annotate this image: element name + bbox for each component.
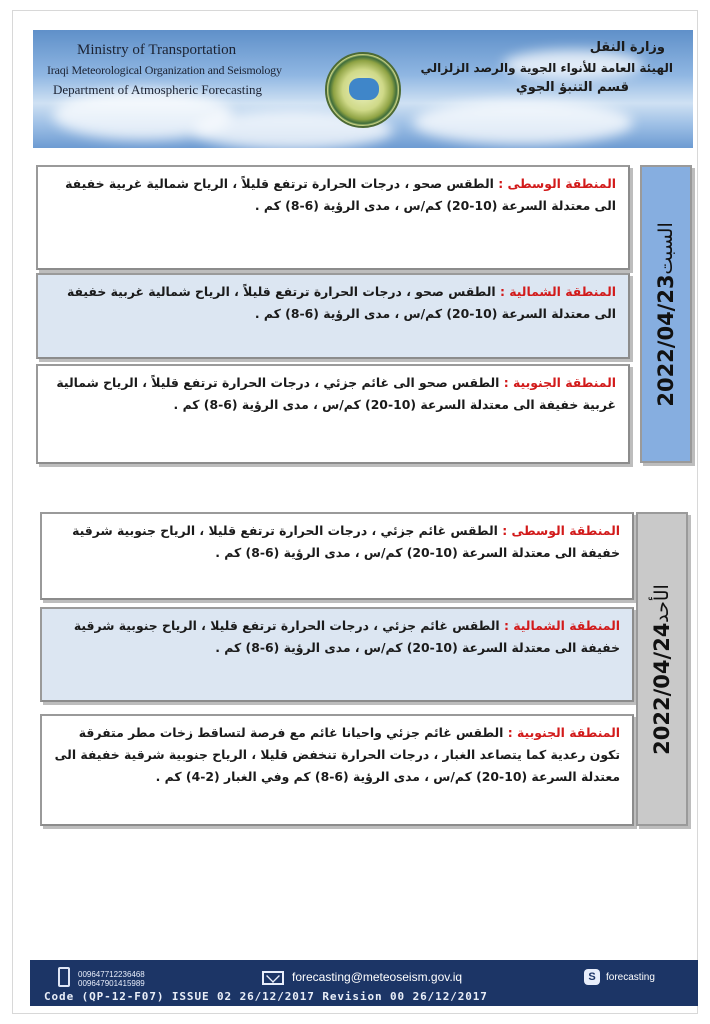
footer-bar xyxy=(30,960,698,1006)
organization-name-ar: الهيئة العامة للأنواء الجوية والرصد الزلزالي xyxy=(420,61,673,75)
header-english xyxy=(47,40,307,100)
day1-central-region xyxy=(36,165,630,270)
department-name-en: Department of Atmospheric Forecasting xyxy=(53,82,263,97)
day2-name: الأحد xyxy=(651,583,673,623)
day1-date: 2022/04/23 xyxy=(654,274,678,407)
day1-date-tab xyxy=(640,165,692,463)
header-arabic xyxy=(413,38,673,98)
day1-northern-region xyxy=(36,273,630,359)
organization-name-en: Iraqi Meteorological Organization and Seismology xyxy=(47,63,282,77)
phone-number-2: 009647901415989 xyxy=(78,979,145,988)
region-name: المنطقة الشمالية : xyxy=(499,284,616,299)
region-name: المنطقة الشمالية : xyxy=(503,618,620,633)
day2-northern-region xyxy=(40,607,634,702)
day2-date-tab xyxy=(636,512,688,826)
phone-icon xyxy=(58,967,70,987)
phone-number-1: 009647712236468 xyxy=(78,970,145,979)
phone-numbers xyxy=(78,970,145,988)
region-forecast: الطقس صحو الى غائم جزئي ، درجات الحرارة ترتفع قليلاً ، الرياح شمالية غربية خفيفة الى معتدلة السرعة (10-20) كم/س ، مدى الرؤية (6-8) كم . xyxy=(56,375,616,412)
organization-logo xyxy=(325,52,401,128)
email-link[interactable]: forecasting@meteoseism.gov.iq xyxy=(292,970,463,984)
header-banner xyxy=(33,30,693,148)
day2-southern-region xyxy=(40,714,634,826)
region-name: المنطقة الوسطى : xyxy=(502,523,620,538)
day2-central-region xyxy=(40,512,634,600)
region-name: المنطقة الوسطى : xyxy=(498,176,616,191)
department-name-ar: قسم التنبؤ الجوي xyxy=(515,80,629,95)
ministry-name-ar: وزارة النقل xyxy=(589,40,665,55)
day1-name: السبت xyxy=(655,221,677,275)
logo-cloud-icon xyxy=(349,78,379,100)
region-forecast: الطقس غائم جزئي ، درجات الحرارة ترتفع قليلا ، الرياح جنوبية شرقية خفيفة الى معتدلة السرعة (10-20) كم/س ، مدى الرؤية (6-8) كم . xyxy=(73,618,620,655)
ministry-name-en: Ministry of Transportation xyxy=(77,42,237,58)
skype-handle: forecasting xyxy=(606,972,655,983)
region-forecast: الطقس غائم جزئي واحيانا غائم مع فرصة لتساقط زخات مطر متفرقة تكون رعدية كما يتصاعد الغبار ، درجات الحرارة تنخفض قليلا ، الرياح جنوبية شرقية خفيفة الى معتدلة السرعة (10-20) كم/س ، مدى الرؤية (6-8) كم وفي الغبار (2-4) كم . xyxy=(54,725,620,784)
day1-southern-region xyxy=(36,364,630,464)
region-forecast: الطقس غائم جزئي ، درجات الحرارة ترتفع قليلا ، الرياح جنوبية شرقية خفيفة الى معتدلة السرعة (10-20) كم/س ، مدى الرؤية (6-8) كم . xyxy=(72,523,620,560)
region-forecast: الطقس صحو ، درجات الحرارة ترتفع قليلاً ، الرياح شمالية غربية خفيفة الى معتدلة السرعة (10-20) كم/س ، مدى الرؤية (6-8) كم . xyxy=(65,176,616,213)
mail-icon xyxy=(262,971,284,985)
skype-icon: S xyxy=(584,969,600,985)
document-code: Code (QP-12-F07) ISSUE 02 26/12/2017 Revision 00 26/12/2017 xyxy=(44,990,488,1003)
region-forecast: الطقس صحو ، درجات الحرارة ترتفع قليلاً ، الرياح شمالية غربية خفيفة الى معتدلة السرعة (10-20) كم/س ، مدى الرؤية (6-8) كم . xyxy=(66,284,616,321)
region-name: المنطقة الجنوبية : xyxy=(507,725,620,740)
region-name: المنطقة الجنوبية : xyxy=(503,375,616,390)
day2-date: 2022/04/24 xyxy=(650,622,674,755)
